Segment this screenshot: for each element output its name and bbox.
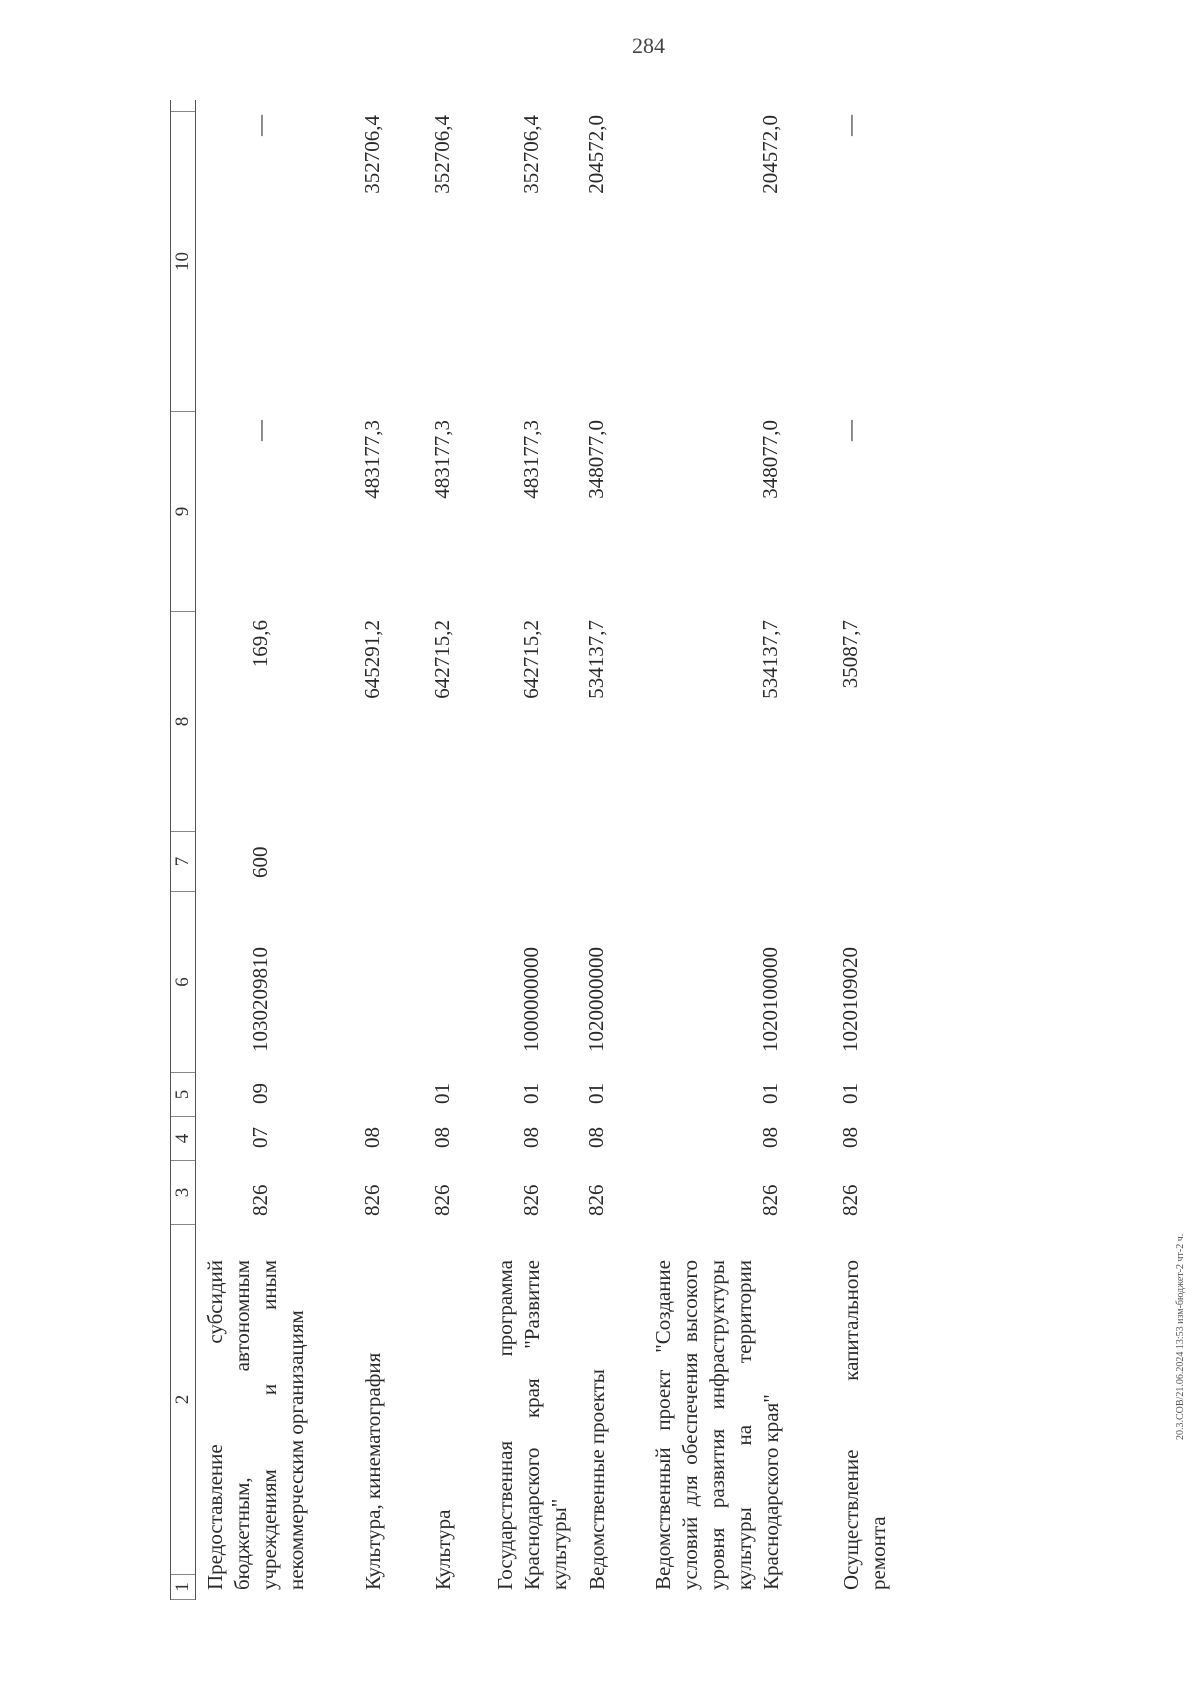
cell-c10: 352706,4 — [430, 115, 454, 194]
header-col-5: 5 — [171, 1072, 195, 1116]
cell-c6: 1020109020 — [838, 947, 862, 1052]
budget-table — [170, 100, 890, 1600]
header-col-3: 3 — [171, 1160, 195, 1224]
cell-c8: 534137,7 — [584, 620, 608, 699]
cell-c3: 826 — [519, 1184, 543, 1216]
cell-c10: 352706,4 — [360, 115, 384, 194]
row-name: Осуществление капитального ремонта — [839, 1260, 890, 1590]
table-row — [838, 100, 892, 1600]
footer-code: 20.3.СОВ/21.06.2024 13:53 изм-бюджет-2 чт-2 ч. — [1175, 1233, 1186, 1440]
cell-c9: 483177,3 — [360, 420, 384, 499]
header-col-6: 6 — [171, 891, 195, 1072]
cell-c5: 01 — [584, 1083, 608, 1104]
cell-c5: 01 — [758, 1083, 782, 1104]
table-row — [360, 100, 387, 1600]
header-col-8: 8 — [171, 611, 195, 831]
header-col-2: 2 — [171, 1224, 195, 1574]
cell-c7: 600 — [248, 846, 272, 878]
header-col-9: 9 — [171, 411, 195, 611]
cell-c8: 169,6 — [248, 620, 272, 668]
cell-c6: 1000000000 — [519, 947, 543, 1052]
table-row — [650, 100, 785, 1600]
cell-c3: 826 — [758, 1184, 782, 1216]
cell-c5: 01 — [838, 1083, 862, 1104]
header-col-7: 7 — [171, 831, 195, 891]
cell-c4: 08 — [758, 1127, 782, 1148]
cell-c4: 08 — [430, 1127, 454, 1148]
cell-c3: 826 — [838, 1184, 862, 1216]
table-header — [170, 100, 196, 1600]
cell-c4: 07 — [248, 1127, 272, 1148]
table-row — [430, 100, 457, 1600]
cell-c6: 1020000000 — [584, 947, 608, 1052]
cell-c8: 642715,2 — [519, 620, 543, 699]
cell-c4: 08 — [838, 1127, 862, 1148]
row-name: Культура — [431, 1509, 455, 1590]
cell-c3: 826 — [430, 1184, 454, 1216]
cell-c6: 1030209810 — [248, 947, 272, 1052]
cell-c8: 534137,7 — [758, 620, 782, 699]
cell-c10: — — [838, 115, 862, 136]
row-name: Предоставление субсидий бюджетным, автономным учреждениям и иным некоммерческим организациям — [203, 1260, 308, 1590]
table-row — [202, 100, 310, 1600]
cell-c5: 01 — [519, 1083, 543, 1104]
cell-c10: 204572,0 — [584, 115, 608, 194]
cell-c8: 642715,2 — [430, 620, 454, 699]
cell-c8: 645291,2 — [360, 620, 384, 699]
row-name: Культура, кинематография — [361, 1352, 385, 1590]
cell-c10: — — [248, 115, 272, 136]
cell-c9: 483177,3 — [430, 420, 454, 499]
cell-c9: 483177,3 — [519, 420, 543, 499]
header-col-1: 1 — [171, 1574, 195, 1600]
row-name: Государственная программа Краснодарского края "Развитие культуры" — [493, 1260, 571, 1590]
cell-c10: 204572,0 — [758, 115, 782, 194]
cell-c3: 826 — [584, 1184, 608, 1216]
table-row — [584, 100, 611, 1600]
header-col-10: 10 — [171, 111, 195, 411]
cell-c9: — — [838, 420, 862, 441]
cell-c4: 08 — [584, 1127, 608, 1148]
cell-c9: — — [248, 420, 272, 441]
table-row — [492, 100, 571, 1600]
cell-c3: 826 — [248, 1184, 272, 1216]
cell-c4: 08 — [360, 1127, 384, 1148]
cell-c9: 348077,0 — [584, 420, 608, 499]
cell-c5: 09 — [248, 1083, 272, 1104]
cell-c10: 352706,4 — [519, 115, 543, 194]
row-name: Ведомственный проект "Создание условий для обеспечения высокого уровня развития инфраструктуры культуры на территории Краснодарского края" — [651, 1260, 783, 1590]
cell-c5: 01 — [430, 1083, 454, 1104]
cell-c3: 826 — [360, 1184, 384, 1216]
header-col-4: 4 — [171, 1116, 195, 1160]
cell-c8: 35087,7 — [838, 620, 862, 689]
cell-c9: 348077,0 — [758, 420, 782, 499]
row-name: Ведомственные проекты — [585, 1369, 609, 1590]
page-number: 284 — [632, 33, 665, 58]
cell-c6: 1020100000 — [758, 947, 782, 1052]
cell-c4: 08 — [519, 1127, 543, 1148]
